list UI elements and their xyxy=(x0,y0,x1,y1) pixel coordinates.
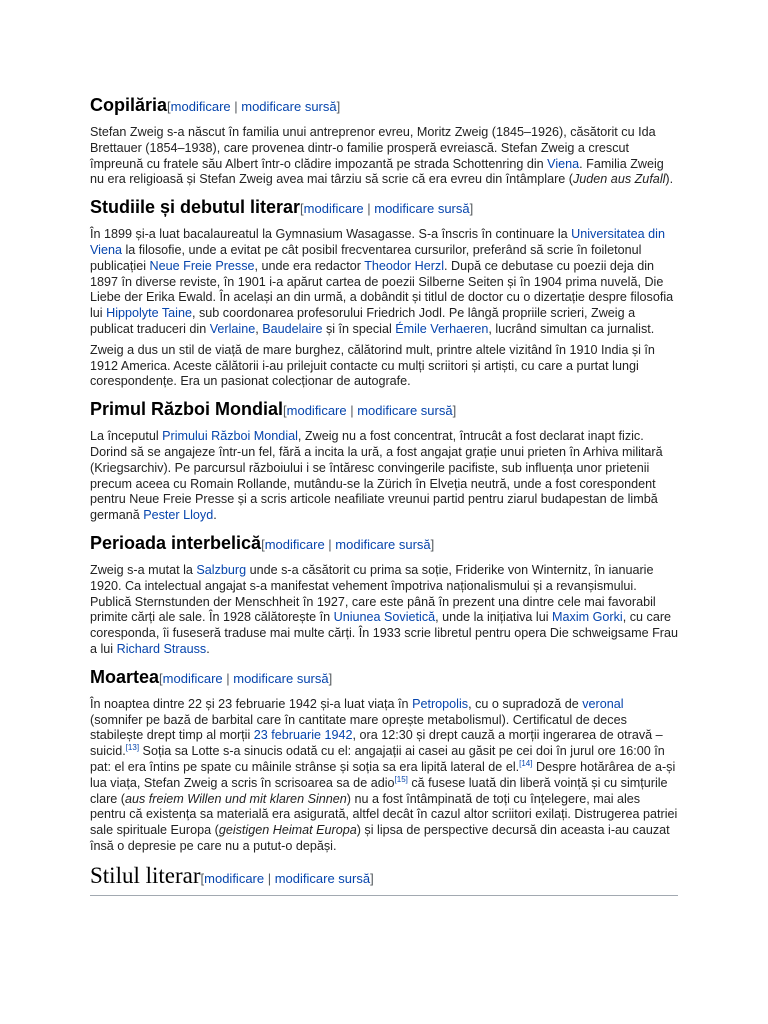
wiki-link[interactable]: Primului Război Mondial xyxy=(162,429,298,444)
edit-links xyxy=(283,403,456,418)
edit-links xyxy=(300,201,473,216)
wiki-link[interactable]: Salzburg xyxy=(196,562,247,577)
text-run: . xyxy=(213,508,217,523)
section xyxy=(90,92,678,188)
section-heading-text: Moartea xyxy=(90,666,160,687)
edit-source-link[interactable]: modificare sursă xyxy=(335,536,431,552)
edit-bracket-open: [ xyxy=(300,201,304,217)
edit-bracket-close: ] xyxy=(328,670,333,686)
edit-link[interactable]: modificare xyxy=(162,670,223,686)
edit-link[interactable]: modificare xyxy=(204,870,265,886)
section xyxy=(90,664,678,855)
paragraph xyxy=(90,563,678,658)
section-heading xyxy=(90,194,678,222)
wiki-link[interactable]: Maxim Gorki xyxy=(552,610,623,625)
edit-separator: | xyxy=(222,670,234,686)
text-run: unde s-a căsătorit cu prima sa soție, Friderike von Winternitz, în ianuarie 1920. Ca intelectual angajat s-a manifestat vehement împotriva naționalismului și a revanșismului. Publică Sternstunden der Menschheit în 1927, care este până în prezent una dintre cele mai favorabil primite cărți ale sale. În 1928 călătorește în xyxy=(90,562,656,625)
edit-bracket-open: [ xyxy=(200,870,205,886)
text-run: În 1899 și-a luat bacalaureatul la Gymnasium Wasagasse. S-a înscris în continuare la xyxy=(90,227,572,242)
text-run: , cu care coresponda, îi fuseseră traduse mai multe cărți. În 1933 scrie libretul pentru opera Die schweigsame Frau a lui xyxy=(90,610,678,656)
wiki-link[interactable]: Petropolis xyxy=(412,696,469,711)
text-run: , xyxy=(255,321,263,336)
edit-bracket-close: ] xyxy=(469,201,474,217)
wiki-link[interactable]: 23 februarie 1942 xyxy=(253,728,353,743)
text-run: ) și lipsa de perspective decursă din aceasta i-au cauzat însă o depresie pe care nu a putut-o depăși. xyxy=(90,823,670,853)
text-run: , cu o supradoză de xyxy=(468,696,583,711)
section xyxy=(90,396,678,524)
paragraph xyxy=(90,429,678,524)
text-run: , ora 12:30 și drept cauză a morții ingerarea de otravă – suicid. xyxy=(90,728,663,759)
section-heading-text: Primul Război Mondial xyxy=(90,399,284,420)
wiki-link[interactable]: veronal xyxy=(582,696,624,711)
section-heading xyxy=(90,530,678,558)
edit-bracket-close: ] xyxy=(370,870,374,886)
wiki-link[interactable]: Hippolyte Taine xyxy=(106,306,192,321)
text-run: , unde era redactor xyxy=(254,258,365,273)
text-run: . Familia Zweig nu era religioasă și Stefan Zweig avea mai târziu să scrie că era evreu din întâmplare ( xyxy=(90,156,664,187)
reference-marker xyxy=(519,759,532,768)
text-run: Zweig a dus un stil de viață de mare burghez, călătorind mult, printre altele vizitând în 1910 India și în 1912 America. Aceste călătorii i-au prilejuit contacte cu mulți scriitori și artiști, cu care a purtat lungi corespondențe. Era un pasionat colecționar de autografe. xyxy=(90,342,655,389)
wiki-link[interactable]: Pester Lloyd xyxy=(143,508,214,523)
text-run: Despre hotărârea de a-și lua viața, Stefan Zweig a scris în scrisoarea sa de adio xyxy=(90,759,676,790)
wiki-link[interactable]: Theodor Herzl xyxy=(364,258,444,273)
edit-link[interactable]: modificare xyxy=(303,201,364,217)
edit-source-link[interactable]: modificare sursă xyxy=(374,201,470,217)
edit-bracket-open: [ xyxy=(261,536,265,552)
edit-links xyxy=(201,871,374,886)
edit-link[interactable]: modificare xyxy=(264,536,325,552)
edit-separator: | xyxy=(264,870,275,886)
reference-marker xyxy=(395,775,408,784)
text-run: la filosofie, unde a evitat pe cât posibil frecventarea cursurilor, preferând să scrie în foiletonul publicației xyxy=(90,242,642,273)
section-heading-text: Perioada interbelică xyxy=(90,532,262,553)
wiki-link[interactable]: Uniunea Sovietică xyxy=(333,610,436,625)
edit-link[interactable]: modificare xyxy=(286,403,347,419)
text-run: Zweig s-a mutat la xyxy=(90,562,197,577)
article-content xyxy=(90,92,678,896)
text-run: Stefan Zweig s-a născut în familia unui antreprenor evreu, Moritz Zweig (1845–1926), căsătorit cu Ida Brettauer (1854–1938), care provenea dintr-o familie prosperă evreiască. Stefan Zweig a crescut împreună cu fratele său Albert într-o clădire impozantă pe strada Schottenring din xyxy=(90,125,656,171)
section-heading xyxy=(90,861,678,896)
section-heading xyxy=(90,664,678,692)
edit-separator: | xyxy=(363,201,375,217)
reference-link[interactable]: [15] xyxy=(394,774,408,784)
edit-bracket-open: [ xyxy=(283,403,287,419)
edit-separator: | xyxy=(230,99,242,114)
paragraph xyxy=(90,125,678,188)
wiki-link[interactable]: Verlaine xyxy=(209,321,256,336)
edit-bracket-close: ] xyxy=(336,99,341,114)
edit-links xyxy=(159,671,332,686)
section-heading-text: Studiile și debutul literar xyxy=(90,197,301,218)
edit-link[interactable]: modificare xyxy=(170,99,231,114)
reference-link[interactable]: [14] xyxy=(519,758,533,768)
wiki-link[interactable]: Neue Freie Presse xyxy=(149,258,255,273)
text-run: . xyxy=(206,641,210,656)
text-run: ) nu a fost întâmpinată de toți cu înțelegere, mai ales pentru că existența sa materială era asigurată, altfel decât în cazul altor scriitori exilați. Distrugerea patriei sale spirituale Europa ( xyxy=(90,791,678,838)
wiki-link[interactable]: Émile Verhaeren xyxy=(395,321,489,336)
edit-source-link[interactable]: modificare sursă xyxy=(357,403,453,419)
edit-bracket-open: [ xyxy=(167,99,171,114)
text-run: , sub coordonarea profesorului Friedrich Jodl. Pe lângă propriile scrieri, Zweig a publicat traduceri din xyxy=(90,306,636,336)
italic-text: Juden aus Zufall xyxy=(573,172,666,187)
edit-links xyxy=(261,537,434,552)
wiki-link[interactable]: Baudelaire xyxy=(262,321,323,336)
section xyxy=(90,861,678,896)
text-run: La începutul xyxy=(90,429,163,444)
text-run: . După ce debutase cu poezii deja din 1897 în diverse reviste, în 1901 i-a apărut cartea de poezii Silberne Seiten și în 1904 prima nuvelă, Die Liebe der Erika Ewald. În același an din urmă, a dobândit și titlul de doctor cu o dizertație despre filosofia lui xyxy=(90,258,674,321)
section-heading-text: Stilul literar xyxy=(90,862,201,888)
edit-bracket-close: ] xyxy=(430,536,435,552)
text-run: În noaptea dintre 22 și 23 februarie 1942 și-a luat viața în xyxy=(90,696,413,711)
text-run: și în special xyxy=(322,321,396,336)
text-run: (somnifer pe bază de barbital care în cantitate mare oprește metabolismul). Certificatul de deces stabilește drept timp al morții xyxy=(90,712,627,743)
text-run: , lucrând simultan ca jurnalist. xyxy=(488,321,655,336)
text-run: că fusese luată din liberă voință și cu simțurile clare ( xyxy=(90,775,668,806)
italic-text: aus freiem Willen und mit klaren Sinnen xyxy=(125,791,347,806)
text-run: , unde la inițiativa lui xyxy=(435,610,553,625)
edit-separator: | xyxy=(346,403,358,419)
section xyxy=(90,530,678,658)
edit-links xyxy=(167,99,340,114)
paragraph xyxy=(90,227,678,338)
edit-source-link[interactable]: modificare sursă xyxy=(274,870,371,886)
wiki-link[interactable]: Viena xyxy=(547,156,580,171)
wiki-link[interactable]: Universitatea din Viena xyxy=(90,227,665,257)
section-heading-text: Copilăria xyxy=(90,95,168,115)
text-run: Soția sa Lotte s-a sinucis odată cu el: angajații ai casei au găsit pe cei doi în jurul ore 16:00 în pat: el era întins pe spate cu mâinile strânse și soția sa era lipită lateral de el. xyxy=(90,744,665,774)
edit-source-link[interactable]: modificare sursă xyxy=(233,670,329,686)
reference-link[interactable]: [13] xyxy=(125,742,140,752)
section xyxy=(90,194,678,390)
paragraph xyxy=(90,697,678,855)
edit-separator: | xyxy=(324,536,336,552)
reference-marker xyxy=(126,743,139,752)
paragraph xyxy=(90,343,678,390)
text-run: ). xyxy=(665,172,674,187)
edit-source-link[interactable]: modificare sursă xyxy=(241,99,337,114)
italic-text: geistigen Heimat Europa xyxy=(218,823,357,838)
edit-bracket-open: [ xyxy=(159,670,163,686)
text-run: , Zweig nu a fost concentrat, întrucât a fost declarat inapt fizic. Dorind să se angajeze într-un fel, fără a incita la ură, a fost angajat grație unui prieten în Arhiva militară (Kriegsarchiv). Pe parcursul războiului i se întăresc convingerile pacifiste, sub influența unor prietenii precum aceea cu Romain Rollande, mutându-se la Zürich în Elveția neutră, unde a fost corespondent pentru Neue Freie Presse și a scris articole neafiliate vreunui partid pentru ziarul budapestan de limbă germană xyxy=(90,429,663,523)
wiki-link[interactable]: Richard Strauss xyxy=(116,641,207,656)
edit-bracket-close: ] xyxy=(452,403,457,419)
section-heading xyxy=(90,92,678,120)
section-heading xyxy=(90,396,678,424)
